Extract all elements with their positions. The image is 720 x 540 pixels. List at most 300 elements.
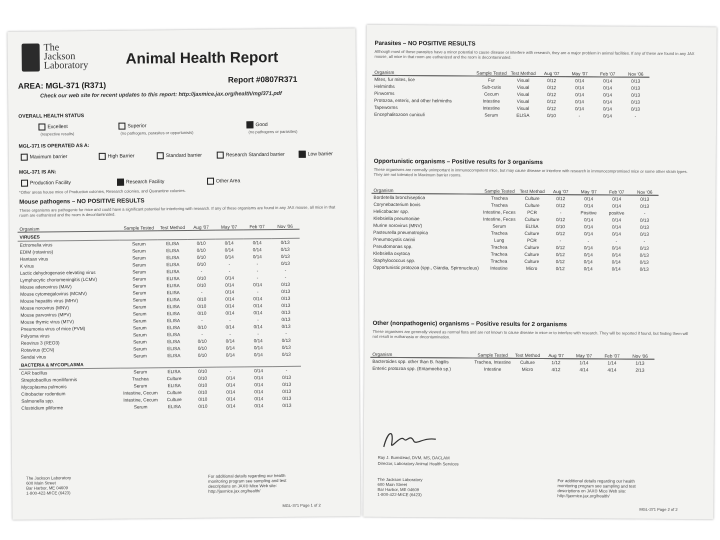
- result-cell: 0/13: [631, 78, 641, 84]
- column-header: Organism: [372, 65, 474, 76]
- result-cell: 0/13: [280, 253, 290, 259]
- result-cell: 0/13: [640, 224, 649, 230]
- result-cell: 0/10: [197, 310, 207, 316]
- organism-cell: Pasteurella pneumotropica: [373, 229, 428, 236]
- result-cell: 0/10: [198, 403, 208, 409]
- result-cell: 0/14: [225, 289, 235, 295]
- sample-cell: Serum: [132, 304, 147, 310]
- barrier-option-high: High Barrier: [99, 153, 135, 160]
- result-cell: 0/14: [254, 368, 264, 374]
- result-cell: 0/14: [253, 303, 263, 309]
- result-cell: 1/14: [579, 360, 589, 366]
- result-cell: 0/10: [196, 247, 206, 253]
- report-number: Report #0807R371: [227, 74, 298, 85]
- result-cell: -: [256, 289, 259, 295]
- column-header: Test Method: [513, 348, 542, 359]
- sample-cell: Trachea, Intestine: [474, 359, 511, 365]
- result-cell: 0/14: [584, 217, 594, 223]
- result-cell: Positive: [580, 210, 597, 216]
- sample-cell: Serum: [132, 248, 146, 254]
- organism-cell: Mycoplasma pulmonis: [21, 384, 67, 390]
- checkbox-icon: [207, 178, 214, 185]
- result-cell: 0/10: [197, 352, 207, 358]
- facility-option-other: Other Area: [207, 177, 240, 184]
- column-header: Test Method: [509, 66, 538, 77]
- result-cell: 4/12: [551, 367, 561, 373]
- sample-cell: ELISA: [167, 325, 181, 331]
- result-cell: 0/14: [253, 282, 263, 288]
- result-cell: 0/10: [198, 368, 208, 374]
- column-header: Feb '07: [598, 348, 626, 359]
- column-header: Aug '07: [538, 66, 566, 77]
- result-cell: -: [643, 210, 646, 216]
- result-cell: 0/10: [197, 282, 207, 288]
- result-cell: 0/10: [197, 324, 207, 330]
- sample-cell: Visual: [516, 91, 530, 97]
- result-cell: 0/13: [281, 281, 291, 287]
- result-cell: 0/10: [197, 303, 207, 309]
- result-cell: 0/13: [280, 260, 290, 266]
- result-cell: 0/12: [555, 245, 565, 251]
- organism-cell: Mouse norovirus (MNV): [20, 305, 69, 311]
- result-cell: -: [634, 113, 637, 119]
- result-cell: 0/13: [639, 266, 649, 272]
- sample-cell: Visual: [516, 84, 530, 90]
- result-cell: 0/10: [198, 389, 208, 395]
- result-cell: 0/10: [196, 261, 206, 267]
- sample-cell: Culture: [520, 359, 535, 365]
- result-cell: 0/13: [639, 259, 649, 265]
- result-cell: 0/13: [281, 295, 291, 301]
- result-cell: 0/14: [253, 338, 263, 344]
- checkbox-checked-icon: [117, 179, 124, 186]
- result-cell: 0/14: [224, 254, 234, 260]
- result-cell: 0/12: [555, 252, 565, 258]
- opportunistic-table: [371, 183, 659, 273]
- result-cell: 0/13: [282, 381, 292, 387]
- organism-cell: Rotavirus (ECN): [20, 347, 55, 353]
- result-cell: 0/14: [225, 338, 235, 344]
- result-cell: 0/14: [603, 78, 613, 84]
- result-cell: 0/10: [196, 240, 206, 246]
- sample-cell: Serum: [133, 404, 148, 410]
- sample-cell: Culture: [166, 390, 182, 396]
- result-cell: 0/13: [281, 302, 291, 308]
- result-cell: 0/10: [197, 296, 207, 302]
- result-cell: 0/14: [252, 240, 262, 246]
- column-header: Nov '06: [271, 219, 299, 230]
- result-cell: 0/10: [198, 382, 208, 388]
- column-header: Organism: [17, 221, 119, 233]
- health-option-excellent: Excellent: [38, 123, 67, 130]
- column-header: Sample Tested: [119, 220, 158, 231]
- result-cell: 0/14: [575, 85, 585, 91]
- sample-cell: Serum: [133, 332, 147, 338]
- result-cell: 0/14: [612, 224, 621, 230]
- result-cell: 0/12: [555, 231, 565, 237]
- result-cell: 0/14: [253, 310, 263, 316]
- organism-cell: K virus: [19, 263, 34, 269]
- result-cell: 0/13: [281, 351, 291, 357]
- result-cell: 0/14: [253, 324, 263, 330]
- report-page-1: [7, 28, 360, 520]
- sample-cell: Serum: [132, 276, 147, 282]
- column-header: Test Method: [158, 220, 187, 231]
- organism-cell: Pseudomonas spp.: [373, 243, 413, 250]
- result-cell: 0/14: [603, 92, 613, 98]
- sample-cell: Serum: [492, 223, 507, 229]
- mouse-pathogens-table: [17, 219, 300, 412]
- result-cell: 0/14: [224, 240, 234, 246]
- result-cell: 0/14: [226, 382, 236, 388]
- result-cell: -: [229, 368, 232, 374]
- result-cell: 0/14: [225, 296, 235, 302]
- result-cell: 0/14: [225, 352, 235, 358]
- result-cell: 0/14: [583, 259, 593, 265]
- organism-cell: Mouse adenovirus (MAV): [20, 284, 72, 290]
- sample-cell: Serum: [132, 297, 147, 303]
- column-header: Nov '06: [631, 185, 659, 196]
- organism-cell: Mouse thymic virus (MTV): [20, 319, 74, 325]
- sample-cell: Visual: [516, 77, 530, 83]
- barrier-option-low: Low barrier: [299, 150, 333, 157]
- sample-cell: Serum: [132, 290, 147, 296]
- result-cell: 0/10: [197, 345, 207, 351]
- result-cell: 0/13: [282, 395, 292, 401]
- organism-cell: Ectromelia virus: [19, 242, 53, 248]
- page-number: MGL-371 Page 1 of 2: [282, 502, 321, 508]
- organism-cell: Staphylococcus spp.: [373, 257, 416, 264]
- logo-mark-icon: [22, 43, 40, 71]
- column-header: May '07: [215, 219, 243, 230]
- result-cell: 0/10: [196, 254, 206, 260]
- result-cell: 0/13: [281, 288, 291, 294]
- facility-option-production: Production Facility: [21, 179, 71, 187]
- footer-address: The Jackson Laboratory 600 Main Street Bar Harbor, ME 04609 1-800-422-MICE (6423): [377, 476, 423, 498]
- web-check-line: Check our web site for recent updates to this report: http://jaxmice.jax.org/health/mgl371.pdf: [40, 90, 282, 100]
- sample-cell: ELISA: [166, 241, 180, 247]
- facility-note: *Other areas house mice of Production colonies, Research colonies, and Quarantine colonies.: [19, 187, 186, 195]
- parasites-note: Although most of these parasites have a minor potential to cause disease or interfere with research, they are a major problem in animal facilities. If any of these are found in any JAX mouse, all mice in that room are euthanized and the room is decontaminated.: [374, 48, 695, 60]
- organism-cell: Protozoa, enteric, and other helminths: [374, 97, 452, 104]
- sample-cell: Serum: [132, 269, 147, 275]
- result-cell: 0/14: [226, 396, 236, 402]
- result-cell: 0/13: [281, 323, 291, 329]
- result-cell: 0/10: [197, 275, 207, 281]
- sample-cell: PCR: [527, 237, 537, 243]
- result-cell: 0/14: [584, 203, 594, 209]
- organism-cell: Lymphocytic choriomeningitis (LCMV): [20, 276, 98, 283]
- organism-cell: Murine norovirus (MNV): [373, 222, 423, 229]
- sample-cell: ELISA: [167, 404, 181, 410]
- health-option-good-note: (no pathogens or parasites): [248, 128, 298, 135]
- column-header: Nov '06: [626, 349, 654, 360]
- result-cell: 0/14: [611, 252, 621, 258]
- organism-cell: Bacteroides spp. other than B. fragilis: [372, 358, 449, 365]
- sample-cell: Trachea: [491, 202, 508, 208]
- result-cell: -: [201, 317, 203, 323]
- result-cell: 0/14: [584, 196, 594, 202]
- organism-cell: Klebsiella pneumoniae: [373, 215, 420, 222]
- result-cell: -: [559, 210, 562, 216]
- checkbox-checked-icon: [246, 121, 253, 128]
- table-row: [371, 264, 658, 273]
- organism-cell: Corynebacterium bovis: [373, 201, 421, 208]
- result-cell: 0/14: [603, 99, 613, 105]
- result-cell: 0/14: [253, 296, 263, 302]
- result-cell: -: [200, 289, 203, 295]
- organism-cell: Encephalitozoon cuniculi: [374, 111, 425, 118]
- column-header: May '07: [575, 184, 603, 195]
- column-header: Test Method: [518, 184, 547, 195]
- result-cell: 0/12: [556, 203, 566, 209]
- sample-cell: ELISA: [516, 112, 530, 118]
- result-cell: 0/12: [547, 92, 557, 98]
- organism-cell: Tapeworms: [374, 104, 398, 111]
- sample-cell: Intestine, Cecum: [123, 390, 158, 396]
- result-cell: -: [615, 238, 618, 244]
- result-cell: 0/12: [556, 196, 566, 202]
- sample-cell: Intestine: [490, 265, 508, 271]
- result-cell: -: [257, 331, 259, 337]
- sample-cell: Intestine, Feces: [483, 216, 516, 222]
- sample-cell: Trachea: [491, 195, 508, 201]
- result-cell: 0/14: [225, 303, 235, 309]
- sample-cell: ELISA: [525, 223, 539, 229]
- barrier-option-maximum: Maximum barrier: [21, 153, 68, 160]
- organism-cell: Pneumonia virus of mice (PVM): [20, 326, 86, 332]
- sample-cell: ELISA: [166, 262, 180, 268]
- result-cell: 0/14: [611, 231, 621, 237]
- organism-cell: Mouse cytomegalovirus (MCMV): [20, 291, 87, 297]
- result-cell: 0/13: [631, 99, 641, 105]
- result-cell: 0/14: [611, 266, 621, 272]
- column-header: Aug '07: [542, 348, 570, 359]
- opportunistic-heading: Opportunistic organisms – Positive results for 3 organisms: [373, 158, 543, 167]
- sample-cell: Trachea: [131, 376, 149, 382]
- result-cell: 0/14: [225, 275, 235, 281]
- footer-info: For additional details regarding our health monitoring program see sampling and test descriptions on JAX® Mice Web site: http://jaxmice.jax.org/health/: [557, 478, 636, 499]
- column-header: Organism: [370, 347, 472, 358]
- sample-cell: ELISA: [167, 339, 181, 345]
- organism-cell: Bordetella bronchiseptica: [373, 194, 426, 201]
- sample-cell: Culture: [524, 202, 540, 208]
- result-cell: 0/13: [640, 196, 650, 202]
- result-cell: 0/14: [583, 231, 593, 237]
- result-cell: -: [256, 275, 259, 281]
- result-cell: 0/13: [281, 309, 291, 315]
- organism-cell: Salmonella spp.: [21, 398, 55, 404]
- result-cell: 0/14: [252, 254, 262, 260]
- sample-cell: Visual: [516, 105, 530, 111]
- result-cell: 0/14: [226, 375, 236, 381]
- result-cell: 0/13: [639, 252, 649, 258]
- sample-cell: Cecum: [484, 91, 499, 97]
- mouse-pathogens-table-wrap: [17, 219, 300, 412]
- sample-cell: Serum: [133, 339, 147, 345]
- logo-text: The Jackson Laboratory: [43, 42, 89, 72]
- result-cell: -: [256, 268, 259, 274]
- result-cell: 4/14: [579, 367, 589, 373]
- checkbox-icon: [21, 180, 28, 187]
- area-label: AREA: MGL-371 (R371): [17, 80, 107, 91]
- health-option-superior-note: (no pathogens, parasites or opportunists): [120, 129, 194, 136]
- sample-cell: ELISA: [166, 255, 180, 261]
- result-cell: 0/13: [639, 245, 649, 251]
- sample-cell: Lung: [494, 237, 505, 243]
- result-cell: -: [228, 268, 231, 274]
- result-cell: 0/13: [640, 217, 650, 223]
- result-cell: 0/14: [611, 245, 621, 251]
- page-number: MGL-371 Page 2 of 2: [639, 506, 678, 512]
- sample-cell: ELISA: [166, 304, 180, 310]
- result-cell: 0/12: [556, 217, 566, 223]
- sample-cell: Intestine, Cecum: [123, 397, 158, 403]
- result-cell: -: [643, 238, 646, 244]
- result-cell: 0/14: [254, 382, 264, 388]
- sample-cell: Culture: [524, 195, 540, 201]
- sample-cell: Sub-cutis: [481, 84, 502, 90]
- organism-cell: Lactic dehydrogenase elevating virus: [19, 269, 96, 276]
- parasites-heading: Parasites – NO POSITIVE RESULTS: [374, 40, 476, 48]
- sample-cell: Intestine: [483, 366, 502, 372]
- facility-option-research: Research Facility: [117, 178, 164, 185]
- result-cell: 0/14: [252, 247, 262, 253]
- signer-title: Director, Laboratory Animal Health Services: [377, 460, 459, 467]
- result-cell: 0/10: [198, 396, 208, 402]
- health-option-superior: Superior: [118, 122, 146, 129]
- result-cell: 0/13: [282, 402, 292, 408]
- result-cell: 0/14: [254, 396, 264, 402]
- organism-cell: Mouse parvovirus (MPV): [20, 312, 71, 318]
- sample-cell: Culture: [524, 216, 540, 222]
- result-cell: -: [200, 268, 203, 274]
- result-cell: 0/10: [197, 338, 207, 344]
- sample-cell: Intestine: [482, 105, 501, 111]
- sample-cell: Culture: [166, 376, 182, 382]
- result-cell: 0/13: [640, 203, 650, 209]
- result-cell: 0/12: [546, 106, 556, 112]
- sample-cell: Serum: [132, 241, 146, 247]
- parasites-table: [372, 65, 650, 120]
- result-cell: 0/13: [630, 106, 640, 112]
- result-cell: 0/12: [555, 266, 565, 272]
- table-row: [372, 111, 649, 120]
- report-page-2: [363, 25, 716, 519]
- result-cell: 0/13: [631, 92, 641, 98]
- result-cell: 0/14: [612, 217, 622, 223]
- column-header: Feb '07: [603, 184, 631, 195]
- checkbox-icon: [38, 123, 45, 130]
- sample-cell: Serum: [133, 325, 147, 331]
- organism-cell: Pneumocystis carinii: [373, 236, 416, 243]
- mouse-pathogens-heading: Mouse pathogens – NO POSITIVE RESULTS: [19, 198, 145, 206]
- checkbox-checked-icon: [299, 151, 306, 158]
- result-cell: 0/14: [612, 196, 622, 202]
- column-header: Aug '07: [547, 184, 575, 195]
- result-cell: 0/13: [280, 246, 290, 252]
- sample-cell: Trachea: [490, 244, 508, 250]
- signature-icon: [380, 425, 440, 455]
- column-header: May '07: [570, 348, 598, 359]
- result-cell: 0/14: [602, 113, 612, 119]
- checkbox-icon: [99, 153, 106, 160]
- facility-heading: MGL-371 IS AN:: [18, 169, 57, 176]
- group-label: VIRUSES: [18, 229, 300, 241]
- result-cell: -: [229, 317, 231, 323]
- column-header: Organism: [372, 183, 482, 194]
- sample-cell: Serum: [132, 318, 147, 324]
- organism-cell: Mouse hepatitis virus (MHV): [20, 298, 79, 304]
- sample-cell: ELISA: [166, 269, 180, 275]
- barrier-option-research-standard: Research Standard barrier: [217, 151, 285, 159]
- group-label: BACTERIA & MYCOPLASMA: [19, 358, 301, 369]
- organism-cell: Hantaan virus: [19, 256, 49, 262]
- parasites-table-wrap: [372, 65, 650, 120]
- result-cell: 0/14: [253, 352, 263, 358]
- sample-cell: Serum: [133, 369, 148, 375]
- column-header: May '07: [566, 66, 594, 77]
- other-organisms-heading: Other (nonpathogenic) organisms – Positive results for 2 organisms: [372, 320, 568, 329]
- result-cell: -: [285, 330, 287, 336]
- organism-cell: Pinworms: [374, 90, 395, 96]
- sample-cell: ELISA: [167, 346, 181, 352]
- organism-cell: Opportunistic protozoa (spp., Giardia, Spironucleus): [373, 264, 479, 271]
- organism-cell: Klebsiella oxytoca: [373, 250, 410, 257]
- barrier-option-standard: Standard barrier: [157, 152, 202, 159]
- organism-cell: Clostridium piliforme: [21, 405, 64, 411]
- sample-cell: ELISA: [166, 318, 181, 324]
- table-row: [370, 365, 654, 374]
- page-title: Animal Health Report: [125, 49, 279, 68]
- result-cell: 0/10: [556, 224, 565, 230]
- result-cell: 0/14: [254, 375, 264, 381]
- result-cell: 0/14: [583, 266, 593, 272]
- sample-cell: Culture: [524, 230, 540, 236]
- result-cell: 0/14: [253, 345, 263, 351]
- sample-cell: Visual: [516, 98, 530, 104]
- sample-cell: Culture: [524, 251, 540, 257]
- sample-cell: Serum: [132, 311, 147, 317]
- result-cell: 0/14: [611, 259, 621, 265]
- result-cell: 0/14: [602, 106, 612, 112]
- organism-cell: Streptobacillus moniliformis: [21, 377, 78, 383]
- sample-cell: Fur: [488, 77, 495, 83]
- column-header: Nov '06: [622, 67, 650, 78]
- opportunistic-note: These organisms are normally unimportant in immunocompetent mice, but may cause disease or interfere with research in immunocompromised mice or some other strain types. They are not tolerated in Maximum barrier rooms.: [373, 166, 688, 178]
- result-cell: -: [228, 261, 231, 267]
- result-cell: -: [229, 331, 231, 337]
- organism-cell: Polyoma virus: [20, 333, 50, 339]
- sample-cell: Micro: [521, 366, 534, 372]
- sample-cell: Serum: [132, 255, 146, 261]
- result-cell: -: [559, 238, 562, 244]
- organism-cell: Helminths: [374, 83, 395, 89]
- organism-cell: Citrobacter rodentium: [21, 391, 66, 397]
- result-cell: 0/14: [612, 203, 622, 209]
- sample-cell: Trachea: [490, 258, 508, 264]
- sample-cell: Intestine, Feces: [483, 209, 516, 215]
- sample-cell: Culture: [524, 258, 540, 264]
- result-cell: 0/14: [583, 252, 593, 258]
- sample-cell: ELISA: [166, 248, 180, 254]
- column-header: Sample Tested: [472, 348, 513, 359]
- sample-cell: Intestine: [482, 98, 501, 104]
- sample-cell: ELISA: [166, 283, 180, 289]
- sample-cell: ELISA: [167, 353, 181, 359]
- result-cell: 0/14: [254, 389, 264, 395]
- result-cell: 0/13: [280, 239, 290, 245]
